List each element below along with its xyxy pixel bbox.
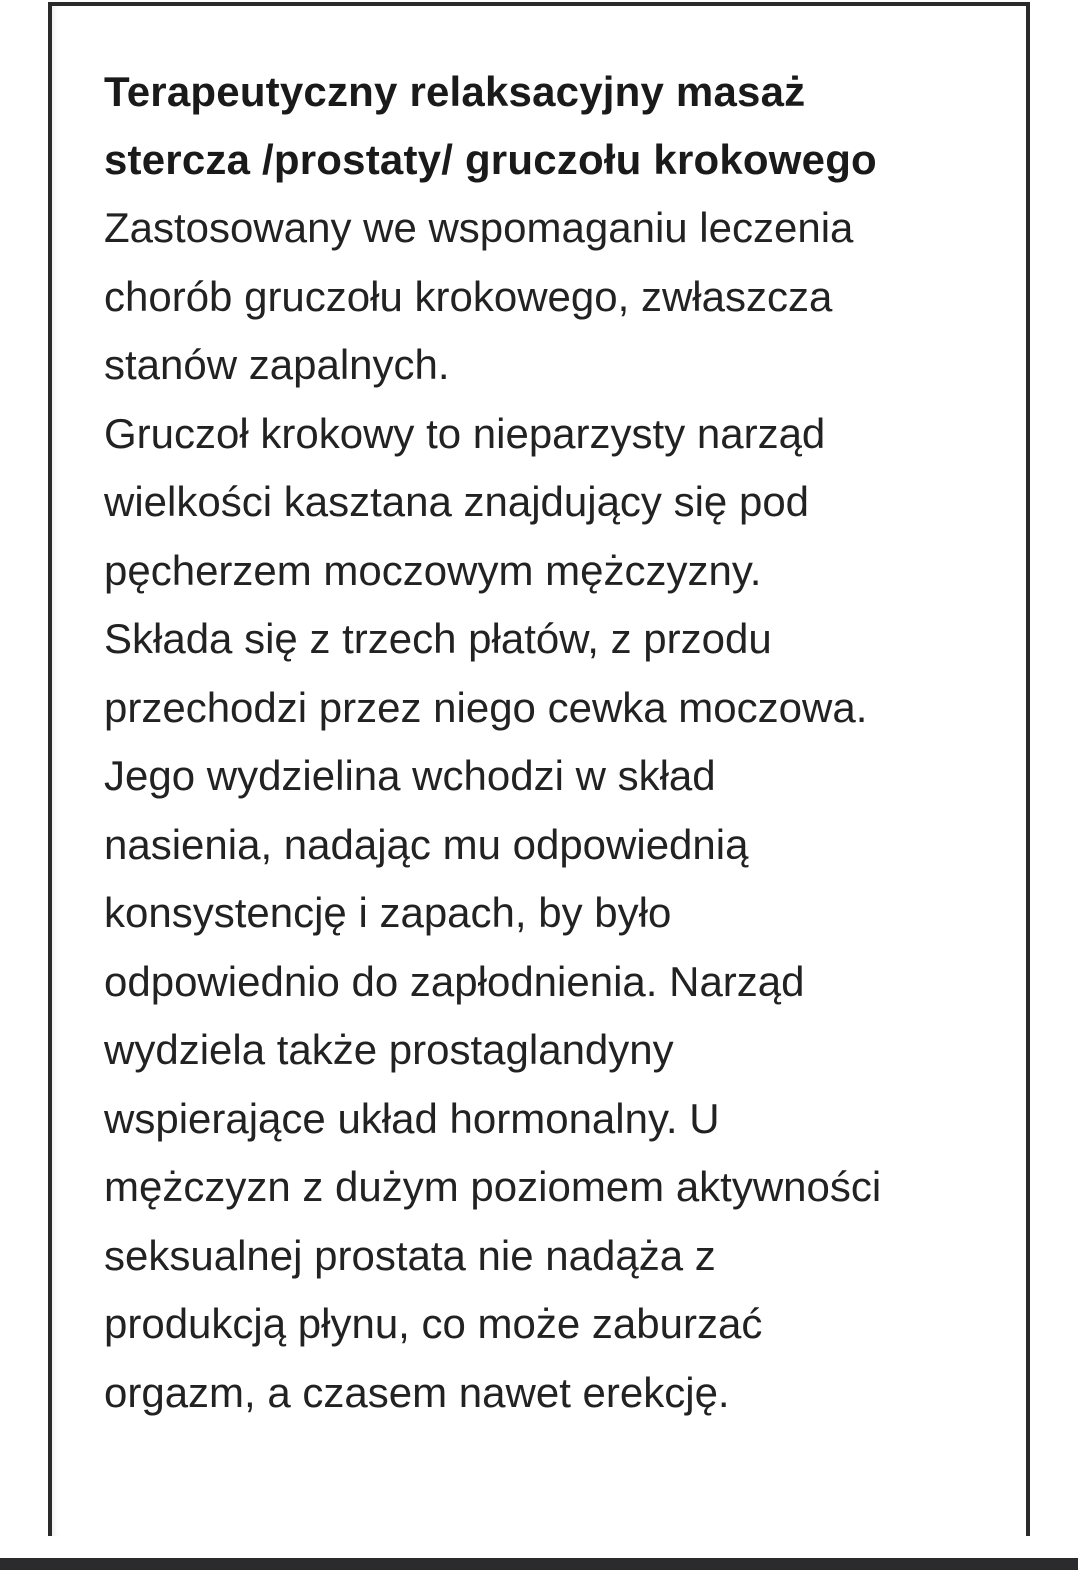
body-line: seksualnej prostata nie nadąża z <box>104 1231 716 1279</box>
document-frame <box>48 2 1030 1536</box>
body-line: wielkości kasztana znajdujący się pod <box>104 478 810 525</box>
body-line: chorób gruczołu krokowego, zwłaszcza <box>104 272 833 320</box>
body-line: produkcją płynu, co może zaburzać <box>104 1300 763 1347</box>
body-line: mężczyzn z dużym poziomem aktywności <box>104 1163 882 1210</box>
body-line: konsystencję i zapach, by było <box>104 889 672 936</box>
title-line-2: stercza /prostaty/ gruczołu krokowego <box>104 136 877 183</box>
body-line: pęcherzem moczowym mężczyzny. <box>104 546 762 594</box>
body-line: odpowiednio do zapłodnienia. Narząd <box>104 957 805 1005</box>
body-line: stanów zapalnych. <box>104 341 450 388</box>
bottom-bar <box>0 1558 1078 1570</box>
article-title <box>104 58 1004 194</box>
body-line: wspierające układ hormonalny. U <box>104 1094 720 1142</box>
body-line: Jego wydzielina wchodzi w skład <box>104 752 716 799</box>
article-body <box>104 194 1004 1427</box>
body-line: nasienia, nadając mu odpowiednią <box>104 820 749 868</box>
body-line: Gruczoł krokowy to nieparzysty narząd <box>104 409 826 457</box>
body-line: Składa się z trzech płatów, z przodu <box>104 615 772 662</box>
article-content <box>104 58 1004 1427</box>
title-line-1: Terapeutyczny relaksacyjny masaż <box>104 68 806 115</box>
body-line: wydziela także prostaglandyny <box>104 1026 674 1073</box>
body-line: Zastosowany we wspomaganiu leczenia <box>104 204 854 251</box>
body-line: orgazm, a czasem nawet erekcję. <box>104 1368 730 1416</box>
body-line: przechodzi przez niego cewka moczowa. <box>104 683 868 731</box>
